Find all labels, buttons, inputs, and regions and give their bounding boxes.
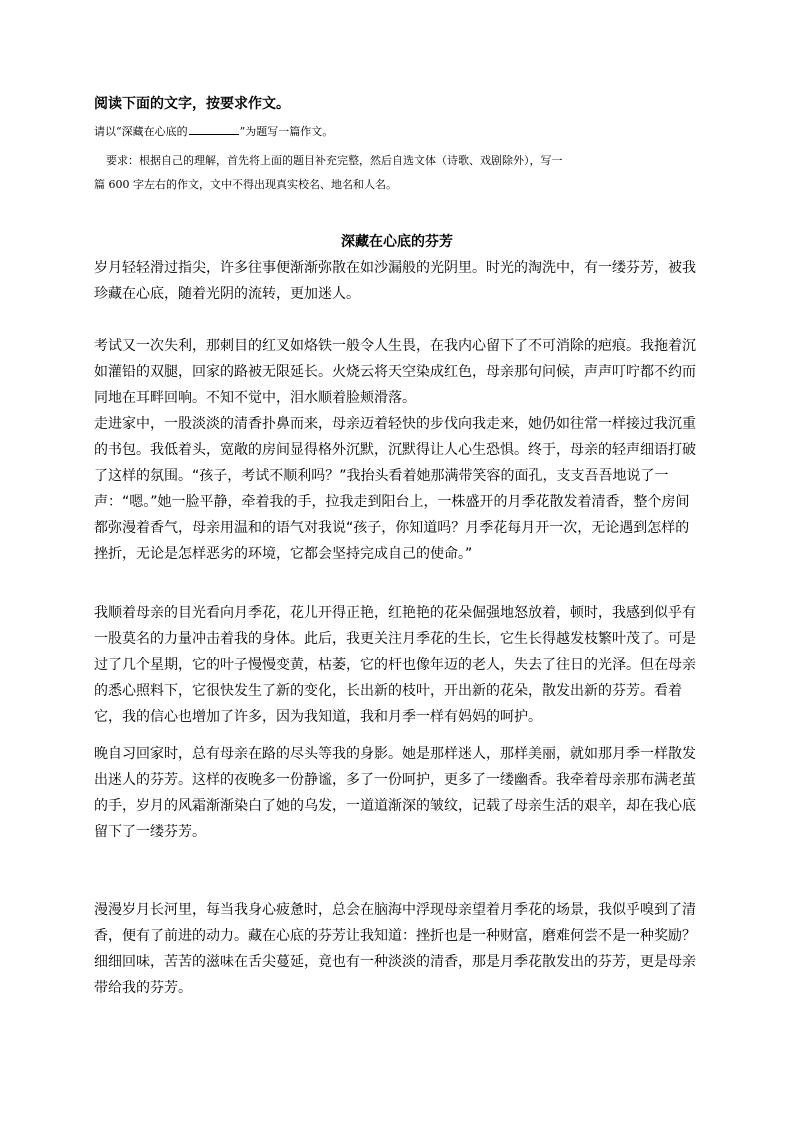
essay-paragraph xyxy=(94,411,702,567)
title-blank xyxy=(189,124,239,135)
essay-paragraph xyxy=(94,255,702,307)
prompt-requirement-line2: 篇 600 字左右的作文，文中不得出现真实校名、地名和人名。 xyxy=(94,178,397,191)
essay-paragraph xyxy=(94,897,702,1001)
essay-paragraph-2: 考试又一次失利，那刺目的红叉如烙铁一般令人生畏，在我内心留下了不可消除的疤痕。我拖着沉如灌铅的双腿，回家的路被无限延长。火烧云将天空染成红色，母亲那句问候，声声叮咛都不约而同地在耳畔回响。不知不觉中，泪水顺着脸颊滑落。 xyxy=(94,338,696,406)
essay-title: 深藏在心底的芬芳 xyxy=(341,234,453,250)
prompt-instruction-after: ”为题写一篇作文。 xyxy=(239,125,334,138)
prompt-instruction-before: 请以“深藏在心底的 xyxy=(94,125,188,138)
essay-paragraph-3: 走进家中，一股淡淡的清香扑鼻而来，母亲迈着轻快的步伐向我走来，她仍如往常一样接过我沉重的书包。我低着头，宽敞的房间显得格外沉默，沉默得让人心生恐惧。终于，母亲的轻声细语打破了这样的氛围。“孩子，考试不顺利吗？”我抬头看着她那满带笑容的面孔，支支吾吾地说了一声：“嗯。”她一脸平静，牵着我的手，拉我走到阳台上，一株盛开的月季花散发着清香，整个房间都弥漫着香气，母亲用温和的语气对我说“孩子，你知道吗？月季花每月开一次，无论遇到怎样的挫折，无论是怎样恶劣的环境，它都会坚持完成自己的使命。” xyxy=(94,416,696,562)
prompt-requirement-line1: 要求：根据自己的理解，首先将上面的题目补充完整，然后自选文体（诗歌、戏剧除外），写一 xyxy=(106,154,563,167)
essay-paragraph xyxy=(94,333,702,411)
essay-paragraph-6: 漫漫岁月长河里，每当我身心疲惫时，总会在脑海中浮现母亲望着月季花的场景，我似乎嗅到了清香，便有了前进的动力。藏在心底的芬芳让我知道：挫折也是一种财富，磨难何尝不是一种奖励？细细回味，苦苦的滋味在舌尖蔓延，竟也有一种淡淡的清香，那是月季花散发出的芬芳，更是母亲带给我的芬芳。 xyxy=(94,902,696,996)
essay-paragraph-4: 我顺着母亲的目光看向月季花，花儿开得正艳，红艳艳的花朵倔强地怒放着，顿时，我感到似乎有一股莫名的力量冲击着我的身体。此后，我更关注月季花的生长，它生长得越发枝繁叶茂了。可是过了几个星期，它的叶子慢慢变黄，枯萎，它的杆也像年迈的老人，失去了往日的光泽。但在母亲的悉心照料下，它很快发生了新的变化，长出新的枝叶，开出新的花朵，散发出新的芬芳。看着它，我的信心也增加了许多，因为我知道，我和月季一样有妈妈的呵护。 xyxy=(94,605,696,725)
essay-paragraph-1: 岁月轻轻滑过指尖，许多往事便渐渐弥散在如沙漏般的光阴里。时光的淘洗中，有一缕芬芳，被我珍藏在心底，随着光阴的流转，更加迷人。 xyxy=(94,260,696,302)
essay-paragraph-5: 晚自习回家时，总有母亲在路的尽头等我的身影。她是那样迷人，那样美丽，就如那月季一样散发出迷人的芬芳。这样的夜晚多一份静谧，多了一份呵护，更多了一缕幽香。我牵着母亲那布满老茧的手，岁月的风霜渐渐染白了她的乌发，一道道渐深的皱纹，记载了母亲生活的艰辛，却在我心底留下了一缕芬芳。 xyxy=(94,746,696,840)
essay-paragraph xyxy=(94,741,702,845)
essay-paragraph xyxy=(94,600,702,730)
prompt-heading: 阅读下面的文字，按要求作文。 xyxy=(94,96,290,112)
prompt-instruction xyxy=(94,124,333,139)
